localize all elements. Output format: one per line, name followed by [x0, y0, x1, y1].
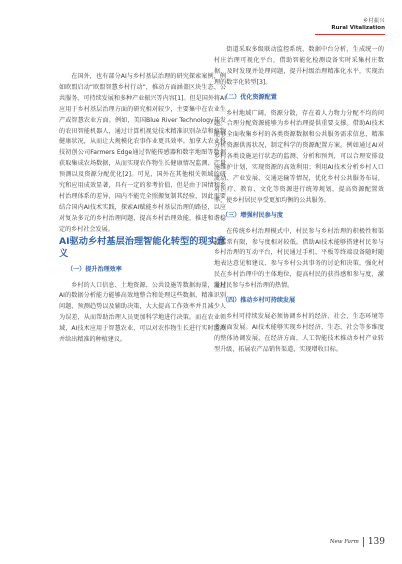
header-rule [315, 34, 385, 35]
running-header [331, 17, 385, 31]
header-section-cn: 乡村振兴 [362, 18, 385, 24]
body-paragraph: 在传统乡村治理模式中，村民参与乡村治理的积极性和渠道非常有限，参与度相对较低。借助AI技术能够搭建村民参与乡村治理的互动平台，村民通过手机、平板等终端设备随时随地表达意见和建议、参与乡村公共事务的讨论和决策，强化村民在乡村治理中的主体地位，提高村民的获得感和参与度，激发村民参与乡村治理的热情。 [214, 227, 384, 290]
subsection-heading: （四）推动乡村可持续发展 [222, 297, 296, 305]
header-section-en: Rural Vitalization [331, 25, 385, 31]
left-column [59, 72, 226, 346]
subsection-heading: （三）增强村民参与度 [222, 211, 283, 219]
page-number: 139 [367, 537, 385, 547]
body-paragraph: 街道采取多级联动监控系统、数据中台分析，生成统一的村庄治理可视化平台，借助智能化检测设备实时采集村庄数据，及时发现并处理问题，提升村级治理精准化水平，实现治理的数字化转型[3]。 [214, 46, 384, 86]
section-heading: AI驱动乡村基层治理智能化转型的现实意义 [59, 235, 226, 260]
magazine-name: New Farm [329, 539, 359, 545]
subsection-heading: （一）提升治理效率 [67, 265, 122, 273]
body-paragraph: 乡村地域广阔、资源分散，存在着人力物力分配不均的问题。合理分配资源能够为乡村治理提供重要支撑。借助AI技术能够全面收集乡村的各类资源数据和公共服务需求信息，精准分析资源供需状况，制定科学的资源配置方案。例如通过AI对乡村各类设施运行状态的监测、分析和预判，可以合理安排设施维护计划，实现资源的高效利用；利用AI技术分析乡村人口流动、产业发展、交通运输等情况，优化乡村公共服务布局，对医疗、教育、文化等资源进行统筹规划，提高资源配置效率，使乡村居民享受更加均衡的公共服务。 [214, 109, 384, 204]
subsection-heading: （二）优化资源配置 [222, 93, 277, 101]
page-footer [330, 537, 385, 547]
body-paragraph: 在国外，也有部分AI与乡村基层治理的研究探索案例，例如欧盟启动“欧盟智慧乡村行动”，推动方面涵盖区块生态、公共服务、可持续发展和多种产业振兴等内容[1]。但是国外将AI应用于乡村基层治理方面的研究相对较少，主要集中在农业生产或智慧农业方面。例如，美国Blue River Technology开发的农田智能机器人，通过计算机视觉技术精准识别杂草和植物健康状况，从而让大规模化农事作业更具效率。加拿大农业科技初创公司Farmers Edge通过智能传感器和数字地图等数据获取集成农场数据，从而实现农作物生长健康情况监测、产量预测以及资源分配优化[2]。可见，国外在其他相关领域的研究和应用成效显著，具有一定的参考价值，但是由于国情和乡村治理体系的差异，国内不能完全照搬复制其经验，因此需要结合国内AI技术实践，探索AI赋能乡村基层治理的路径，以应对复杂多元的乡村治理问题，提高乡村治理效能，推进和谐稳定的乡村社会发展。 [59, 73, 226, 233]
body-paragraph: 乡村可持续发展必须协调乡村的经济、社会、生态环境等多方面发展。AI技术能够实现乡村经济、生态、社会等多维度的整体协调发展，在经济方面，人工智能技术推动乡村产业转型升级，拓展农产品销售渠道，实现增收目标。 [214, 312, 384, 353]
footer-divider [363, 537, 364, 547]
right-column [214, 45, 384, 356]
body-paragraph: 乡村的人口信息、土地资源、公共设施等数据海量，通过AI的数据分析能力能够高效地整合和处理这些数据，精准识别问题、预测趋势以及辅助决策，大大提高工作效率并且减少人为误差，从而帮助治理人员更加科学地进行决策。而在农业领域，AI技术应用于智慧农业，可以对农作物生长进行实时监测并给出精准的种植建议。 [59, 281, 226, 344]
